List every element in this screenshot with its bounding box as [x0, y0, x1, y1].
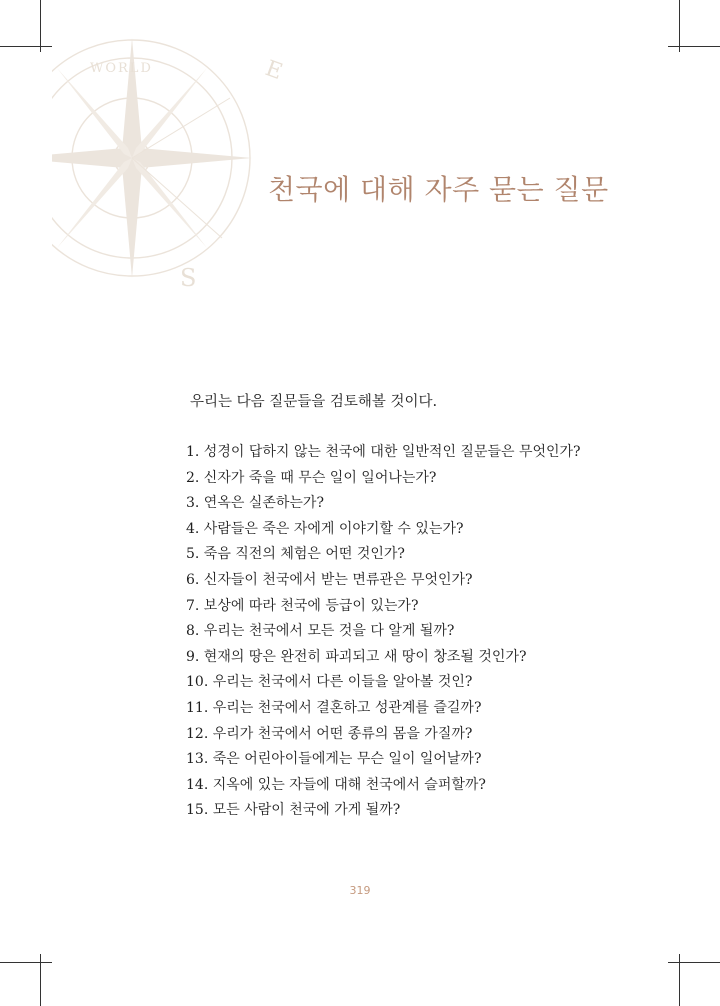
- compass-letter-e: E: [261, 56, 286, 86]
- question-item: 14. 지옥에 있는 자들에 대해 천국에서 슬퍼할까?: [186, 776, 486, 793]
- question-item: 10. 우리는 천국에서 다른 이들을 알아볼 것인?: [186, 674, 473, 691]
- question-list: [186, 440, 581, 824]
- crop-mark-bottom-left: [40, 954, 41, 1006]
- crop-mark-top-right: [679, 0, 680, 52]
- question-item: 8. 우리는 천국에서 모든 것을 다 알게 될까?: [186, 623, 455, 640]
- crop-mark-top-right: [668, 46, 720, 47]
- compass-letter-s: S: [180, 264, 197, 292]
- crop-mark-bottom-right: [668, 962, 720, 963]
- question-item: 15. 모든 사람이 천국에 가게 될까?: [186, 802, 401, 819]
- question-item: 4. 사람들은 죽은 자에게 이야기할 수 있는가?: [186, 520, 464, 537]
- page-number: 319: [349, 884, 371, 897]
- question-item: 11. 우리는 천국에서 결혼하고 성관계를 즐길까?: [186, 699, 482, 716]
- question-item: 9. 현재의 땅은 완전히 파괴되고 새 땅이 창조될 것인가?: [186, 648, 527, 665]
- compass-rose-decoration: [52, 38, 292, 298]
- crop-mark-bottom-right: [679, 954, 680, 1006]
- question-item: 3. 연옥은 실존하는가?: [186, 495, 324, 512]
- question-item: 2. 신자가 죽을 때 무슨 일이 일어나는가?: [186, 469, 437, 486]
- crop-mark-top-left: [40, 0, 41, 52]
- page-title: 천국에 대해 자주 묻는 질문: [268, 173, 609, 206]
- compass-ring-text: WORLD: [90, 61, 153, 76]
- question-item: 5. 죽음 직전의 체험은 어떤 것인가?: [186, 546, 405, 563]
- question-item: 6. 신자들이 천국에서 받는 면류관은 무엇인가?: [186, 571, 473, 588]
- crop-mark-top-left: [0, 46, 52, 47]
- question-item: 7. 보상에 따라 천국에 등급이 있는가?: [186, 597, 419, 614]
- crop-mark-bottom-left: [0, 962, 52, 963]
- question-item: 12. 우리가 천국에서 어떤 종류의 몸을 가질까?: [186, 725, 473, 742]
- question-item: 1. 성경이 답하지 않는 천국에 대한 일반적인 질문들은 무엇인가?: [186, 444, 581, 460]
- intro-paragraph: 우리는 다음 질문들을 검토해볼 것이다.: [190, 394, 438, 410]
- question-item: 13. 죽은 어린아이들에게는 무슨 일이 일어날까?: [186, 751, 482, 768]
